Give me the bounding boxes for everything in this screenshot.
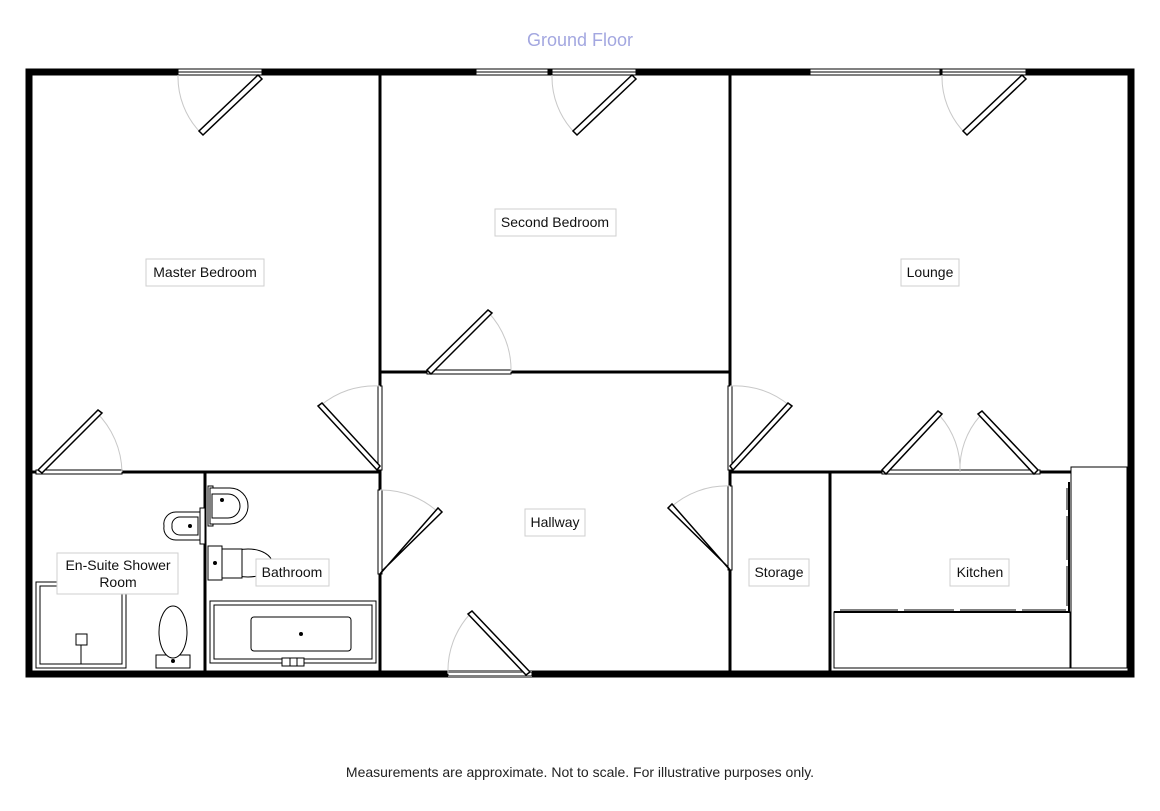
label-ensuite-line2: Room <box>99 574 137 590</box>
disclaimer-text: Measurements are approximate. Not to scale. For illustrative purposes only. <box>345 764 815 780</box>
label-kitchen: Kitchen <box>956 564 1004 580</box>
label-second-bedroom: Second Bedroom <box>500 214 610 230</box>
bathroom-basin <box>208 486 248 526</box>
label-hallway: Hallway <box>530 514 580 530</box>
window-swings <box>178 75 964 132</box>
label-bathroom: Bathroom <box>261 564 323 580</box>
ensuite-basin <box>164 508 205 544</box>
ensuite-toilet <box>156 606 190 668</box>
label-ensuite-line1: En-Suite Shower <box>65 557 171 573</box>
bath-tub <box>210 601 376 666</box>
floor-title: Ground Floor <box>526 30 634 50</box>
label-master-bedroom: Master Bedroom <box>153 264 257 280</box>
window-leaves <box>199 75 1026 135</box>
kitchen-worktop-details <box>840 488 1067 610</box>
label-lounge: Lounge <box>906 264 954 280</box>
label-storage: Storage <box>754 564 804 580</box>
shower-tray <box>36 582 126 668</box>
